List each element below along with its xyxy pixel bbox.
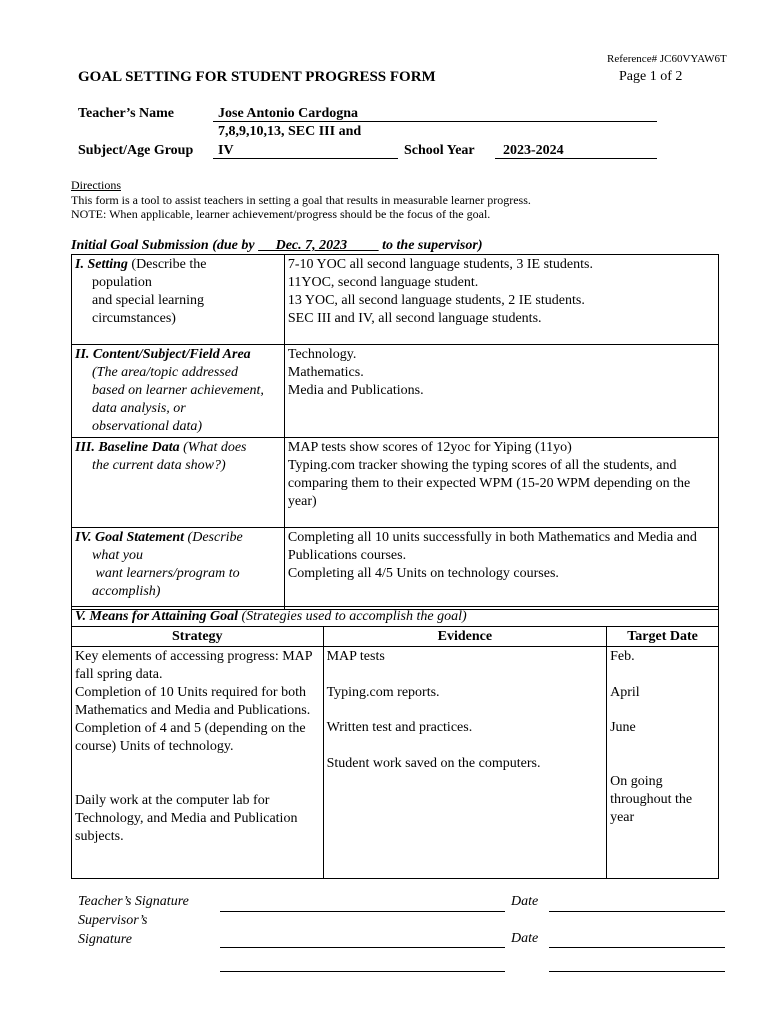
- setting-desc-3: and special learning: [92, 293, 204, 308]
- content-area-row: [72, 345, 719, 438]
- baseline-desc-1: (What does: [179, 440, 247, 455]
- baseline-desc-2: the current data show?): [92, 458, 226, 473]
- strategy-cell: [72, 647, 324, 879]
- extra-signature-line[interactable]: [220, 971, 505, 972]
- content-area-line: Mathematics.: [287, 365, 364, 380]
- baseline-title: III. Baseline Data: [75, 440, 180, 455]
- extra-date-line[interactable]: [549, 971, 725, 972]
- strategy-item: Completion of 4 and 5 (depending on the course) Units of technology.: [75, 721, 306, 754]
- teacher-name-line: [213, 121, 657, 122]
- evidence-cell: [323, 647, 607, 879]
- content-area-label-cell: [72, 345, 285, 438]
- goal-table: [71, 254, 719, 610]
- target-date-cell: [607, 647, 719, 879]
- evidence-item: Student work saved on the computers.: [326, 756, 541, 771]
- evidence-item: MAP tests: [326, 649, 385, 664]
- directions-text: [71, 193, 531, 221]
- directions-heading: Directions: [71, 178, 121, 192]
- initial-suffix: to the supervisor): [378, 238, 483, 253]
- setting-row: [72, 255, 719, 345]
- strategy-header: Strategy: [72, 627, 324, 647]
- teacher-date-label: Date: [511, 894, 539, 909]
- supervisor-date-label: Date: [511, 931, 539, 946]
- evidence-item: Typing.com reports.: [326, 685, 440, 700]
- directions-line-1: This form is a tool to assist teachers in setting a goal that results in measurable learner progress.: [71, 193, 531, 207]
- means-desc: (Strategies used to accomplish the goal): [238, 609, 467, 624]
- baseline-row: [72, 438, 719, 528]
- content-area-content-cell: [284, 345, 718, 438]
- setting-desc-1: (Describe the: [127, 257, 207, 272]
- setting-desc-4: circumstances): [92, 311, 176, 326]
- strategy-item: Daily work at the computer lab for Technology, and Media and Publication subjects.: [75, 793, 298, 844]
- content-area-desc-1: (The area/topic addressed: [92, 365, 238, 380]
- setting-line: SEC III and IV, all second language students.: [287, 311, 542, 326]
- target-date-item: April: [610, 685, 640, 700]
- teacher-name-value: Jose Antonio Cardogna: [218, 106, 359, 121]
- teacher-signature-label: Teacher’s Signature: [78, 894, 189, 909]
- baseline-content-cell: [284, 438, 718, 528]
- means-title: V. Means for Attaining Goal: [75, 609, 238, 624]
- content-area-line: Technology.: [287, 347, 357, 362]
- target-date-item: Feb.: [610, 649, 635, 664]
- means-header-row: [72, 627, 719, 647]
- supervisor-signature-label-1: Supervisor’s: [78, 913, 148, 928]
- goal-label-cell: [72, 528, 285, 610]
- content-area-title: II. Content/Subject/Field Area: [75, 347, 251, 362]
- strategy-item: Completion of 10 Units required for both Mathematics and Media and Publications.: [75, 685, 311, 718]
- directions-line-2: NOTE: When applicable, learner achievement/progress should be the focus of the goal.: [71, 207, 491, 221]
- setting-line: 13 YOC, all second language students, 2 IE students.: [287, 293, 585, 308]
- goal-desc-4: accomplish): [92, 584, 161, 599]
- goal-row: [72, 528, 719, 610]
- school-year-value: 2023-2024: [503, 143, 564, 158]
- page-indicator: Page 1 of 2: [619, 69, 683, 84]
- setting-desc-2: population: [92, 275, 152, 290]
- goal-line: Completing all 4/5 Units on technology courses.: [287, 566, 559, 581]
- baseline-label-cell: [72, 438, 285, 528]
- content-area-desc-3: data analysis, or: [92, 401, 186, 416]
- supervisor-date-line[interactable]: [549, 947, 725, 948]
- subject-value-line1: 7,8,9,10,13, SEC III and: [218, 124, 362, 139]
- school-year-label: School Year: [404, 143, 475, 158]
- content-area-desc-4: observational data): [92, 419, 203, 434]
- subject-value-line2: IV: [218, 143, 234, 158]
- setting-label-cell: [72, 255, 285, 345]
- target-date-header: Target Date: [607, 627, 719, 647]
- reference-number: Reference# JC60VYAW6T: [607, 53, 727, 65]
- school-year-line: [495, 158, 657, 159]
- strategy-item: Key elements of accessing progress: MAP fall spring data.: [75, 649, 313, 682]
- setting-line: 7-10 YOC all second language students, 3 IE students.: [287, 257, 593, 272]
- baseline-line: Typing.com tracker showing the typing scores of all the students, and comparing them to their expected WPM (15-20 WPM depending on the year): [287, 458, 691, 509]
- initial-prefix: Initial Goal Submission (due by: [71, 238, 259, 253]
- initial-due-date: Dec. 7, 2023: [258, 238, 379, 253]
- means-table: [71, 606, 719, 879]
- supervisor-signature-line[interactable]: [220, 947, 505, 948]
- baseline-line: MAP tests show scores of 12yoc for Yiping (11yo): [287, 440, 572, 455]
- teacher-signature-line[interactable]: [220, 911, 505, 912]
- target-date-item: June: [610, 720, 636, 735]
- goal-desc-1: (Describe: [184, 530, 243, 545]
- means-title-cell: [72, 607, 719, 627]
- means-content-row: [72, 647, 719, 879]
- evidence-header: Evidence: [323, 627, 607, 647]
- goal-content-cell: [284, 528, 718, 610]
- target-date-item: On going throughout the year: [610, 774, 693, 825]
- goal-line: Completing all 10 units successfully in both Mathematics and Media and Publications courses.: [287, 530, 697, 563]
- subject-label: Subject/Age Group: [78, 143, 194, 158]
- supervisor-signature-label-2: Signature: [78, 932, 132, 947]
- setting-line: 11YOC, second language student.: [287, 275, 479, 290]
- initial-submission: [71, 238, 482, 254]
- content-area-line: Media and Publications.: [287, 383, 424, 398]
- evidence-item: Written test and practices.: [326, 720, 473, 735]
- content-area-desc-2: based on learner achievement,: [92, 383, 264, 398]
- teacher-name-label: Teacher’s Name: [78, 106, 175, 121]
- form-title: GOAL SETTING FOR STUDENT PROGRESS FORM: [78, 69, 436, 85]
- setting-title: I. Setting: [75, 257, 128, 272]
- goal-desc-3: want learners/program to: [92, 566, 240, 581]
- subject-line: [213, 158, 398, 159]
- goal-desc-2: what you: [92, 548, 143, 563]
- setting-content-cell: [284, 255, 718, 345]
- means-title-row: [72, 607, 719, 627]
- goal-title: IV. Goal Statement: [75, 530, 185, 545]
- teacher-date-line[interactable]: [549, 911, 725, 912]
